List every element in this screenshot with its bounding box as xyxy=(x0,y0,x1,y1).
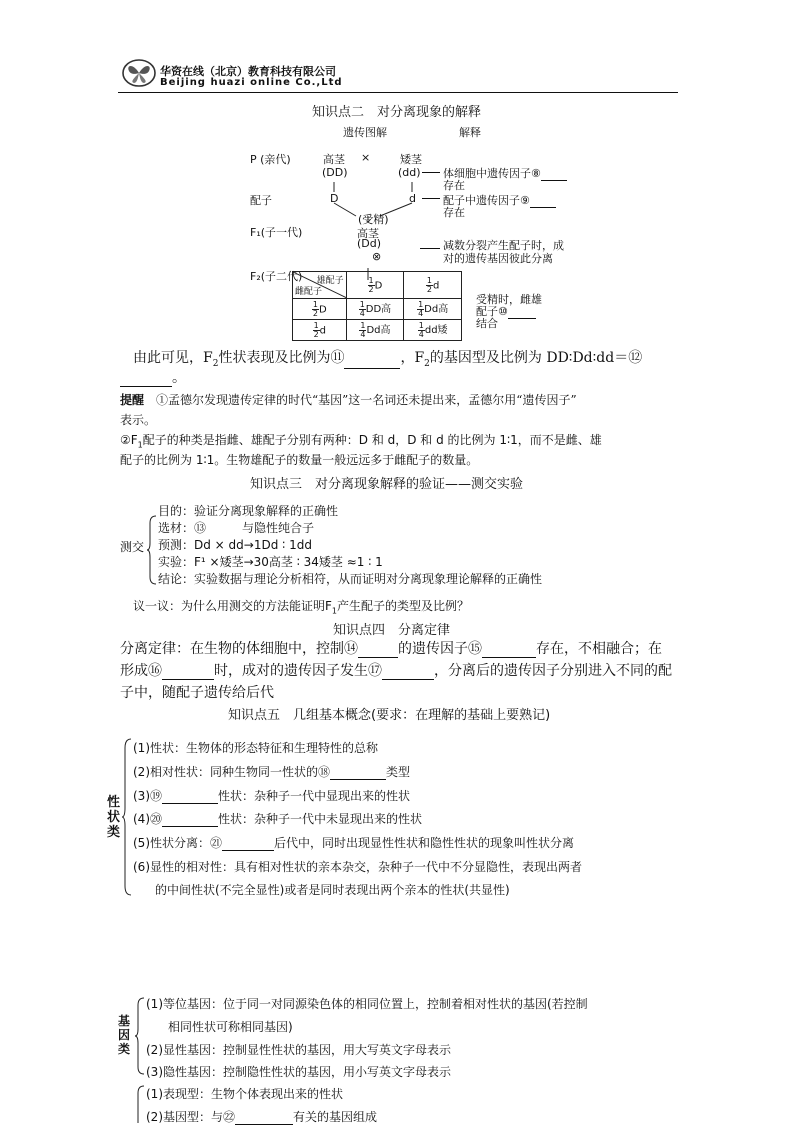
kp4-line-2: 形成⑯ 时，成对的遗传因子发生⑰ ，分离后的遗传因子分别进入不同的配 xyxy=(120,663,672,679)
p-short: 矮茎 xyxy=(400,153,422,166)
testcross-brace-icon xyxy=(147,515,157,585)
p-label: P (亲代) xyxy=(250,153,291,166)
p-genotype-tall: (DD) xyxy=(322,166,348,179)
trait-side-label: 性 状 类 xyxy=(107,795,121,840)
gene-3: (3)隐性基因：控制隐性性状的基因，用小写英文字母表示 xyxy=(146,1065,452,1079)
ratio-line: 由此可见，$F_2$性状表现及比例为⑪ ，$F_2$的基因型及比例为 DD∶Dd∶dd＝⑫ xyxy=(133,350,643,369)
female-gamete-d: $\frac{1}{2}$ d xyxy=(293,320,347,341)
punnett-square xyxy=(292,271,462,341)
explain-2a: 配子中遗传因子⑨ xyxy=(443,192,556,208)
tips-line-1: 提醒 ①孟德尔发现遗传定律的时代“基因”这一名词还未提出来，孟德尔用“遗传因子” xyxy=(120,393,577,407)
trait-2: (2)相对性状：同种生物同一性状的⑱ 类型 xyxy=(133,765,411,779)
tips-line-2: 表示。 xyxy=(120,413,157,427)
p-cross: × xyxy=(361,151,371,164)
testcross-prediction: 预测：Dd × dd→1Dd ∶ 1dd xyxy=(158,538,312,552)
trait-brace-icon xyxy=(122,738,132,896)
gene-2: (2)显性基因：控制显性性状的基因，用大写英文字母表示 xyxy=(146,1043,452,1057)
f1-tall: 高茎 xyxy=(357,227,379,240)
gamete-D: D xyxy=(330,192,339,205)
male-gamete-D: $\frac{1}{2}$ D xyxy=(346,272,404,299)
testcross-purpose: 目的：验证分离现象解释的正确性 xyxy=(158,504,339,518)
gene-1b: 相同性状可称相同基因) xyxy=(168,1020,293,1034)
kp5-title: 知识点五 几组基本概念(要求：在理解的基础上要熟记) xyxy=(228,708,551,723)
tips-line-4: 配子的比例为 1∶1。生物雄配子的数量一般远远多于雌配子的数量。 xyxy=(120,453,479,467)
kp3-title: 知识点三 对分离现象解释的验证——测交实验 xyxy=(250,477,524,492)
explain-4b: 配子⑩ xyxy=(476,303,536,319)
gene-brace-icon xyxy=(135,997,145,1075)
butterfly-logo-icon xyxy=(122,58,156,88)
gamete-d: d xyxy=(409,192,416,205)
diagram-col-right: 解释 xyxy=(459,126,481,139)
gene-side-label: 基 因 类 xyxy=(118,1014,131,1056)
phenotype: (1)表现型：生物个体表现出来的性状 xyxy=(146,1087,343,1101)
discuss-line: 议一议：为什么用测交的方法能证明$F_1$产生配子的类型及比例？ xyxy=(133,599,470,616)
cell-DD: $\frac{1}{4}$ DD高 xyxy=(346,299,404,320)
header-divider xyxy=(118,92,678,93)
trait-1: (1)性状：生物体的形态特征和生理特性的总称 xyxy=(133,741,378,755)
female-gamete-D: $\frac{1}{2}$ D xyxy=(293,299,347,320)
p-genotype-short: (dd) xyxy=(398,166,421,179)
diagram-col-left: 遗传图解 xyxy=(343,126,387,139)
testcross-label: 测交 xyxy=(120,540,145,554)
trait-4: (4)⑳ 性状：杂种子一代中未显现出来的性状 xyxy=(133,812,423,826)
kp4-title: 知识点四 分离定律 xyxy=(333,623,451,638)
explain-2b: 存在 xyxy=(443,206,465,219)
trait-6b: 的中间性状(不完全显性)或者是同时表现出两个亲本的性状(共显性) xyxy=(155,883,510,897)
cell-Dd-1: $\frac{1}{4}$ Dd高 xyxy=(404,299,462,320)
male-gamete-d: $\frac{1}{2}$ d xyxy=(404,272,462,299)
explain-1a: 体细胞中遗传因子⑧ xyxy=(443,165,567,181)
testcross-conclusion: 结论：实验数据与理论分析相符，从而证明对分离现象理论解释的正确性 xyxy=(158,572,543,586)
company-name-en: Beijing huazi online Co.,Ltd xyxy=(160,77,343,88)
cell-dd: $\frac{1}{4}$ dd矮 xyxy=(404,320,462,341)
tips-line-3: $②F_1$配子的种类是指雌、雄配子分别有两种：D 和 d，D 和 d 的比例为 1∶1，而不是雌、雄 xyxy=(120,433,602,450)
trait-6a: (6)显性的相对性：具有相对性状的亲本杂交，杂种子一代中不分显隐性，表现出两者 xyxy=(133,860,583,874)
trait-5: (5)性状分离：㉑ 后代中，同时出现显性性状和隐性性状的现象叫性状分离 xyxy=(133,836,575,850)
gamete-label: 配子 xyxy=(250,194,272,207)
trait-3: (3)⑲ 性状：杂种子一代中显现出来的性状 xyxy=(133,789,411,803)
explain-4a: 受精时，雌雄 xyxy=(476,293,542,306)
explain-4c: 结合 xyxy=(476,317,498,330)
explain-3b: 对的遗传基因彼此分离 xyxy=(443,252,553,265)
kp4-line-3: 子中，随配子遗传给后代 xyxy=(120,685,274,701)
fertilization: (受精) xyxy=(358,213,389,226)
punnett-corner: 雄配子 雌配子 xyxy=(293,272,347,299)
kp2-title: 知识点二 对分离现象的解释 xyxy=(312,105,482,120)
f1-genotype: (Dd) xyxy=(357,237,382,250)
f2-label: F₂(子二代) xyxy=(250,270,303,283)
company-name-cn: 华资在线（北京）教育科技有限公司 xyxy=(160,65,336,78)
explain-3a: 减数分裂产生配子时，成 xyxy=(443,239,564,252)
explain-1b: 存在 xyxy=(443,179,465,192)
gene-1a: (1)等位基因：位于同一对同源染色体的相同位置上，控制着相对性状的基因(若控制 xyxy=(146,997,588,1011)
testcross-experiment: 实验：F¹ ×矮茎→30高茎 ∶ 34矮茎 ≈1 ∶ 1 xyxy=(158,555,383,569)
selfing-symbol: ⊗ xyxy=(372,250,382,263)
testcross-material: 选材：⑬ 与隐性纯合子 xyxy=(158,521,315,535)
genotype: (2)基因型：与㉒ 有关的基因组成 xyxy=(146,1110,378,1124)
cell-Dd-2: $\frac{1}{4}$ Dd高 xyxy=(346,320,404,341)
ratio-blank-end: 。 xyxy=(120,367,186,387)
type-brace-icon xyxy=(135,1085,145,1123)
f1-label: F₁(子一代) xyxy=(250,226,303,239)
kp4-line-1: 分离定律：在生物的体细胞中，控制⑭ 的遗传因子⑮ 存在，不相融合；在 xyxy=(120,641,662,657)
p-tall: 高茎 xyxy=(323,153,345,166)
